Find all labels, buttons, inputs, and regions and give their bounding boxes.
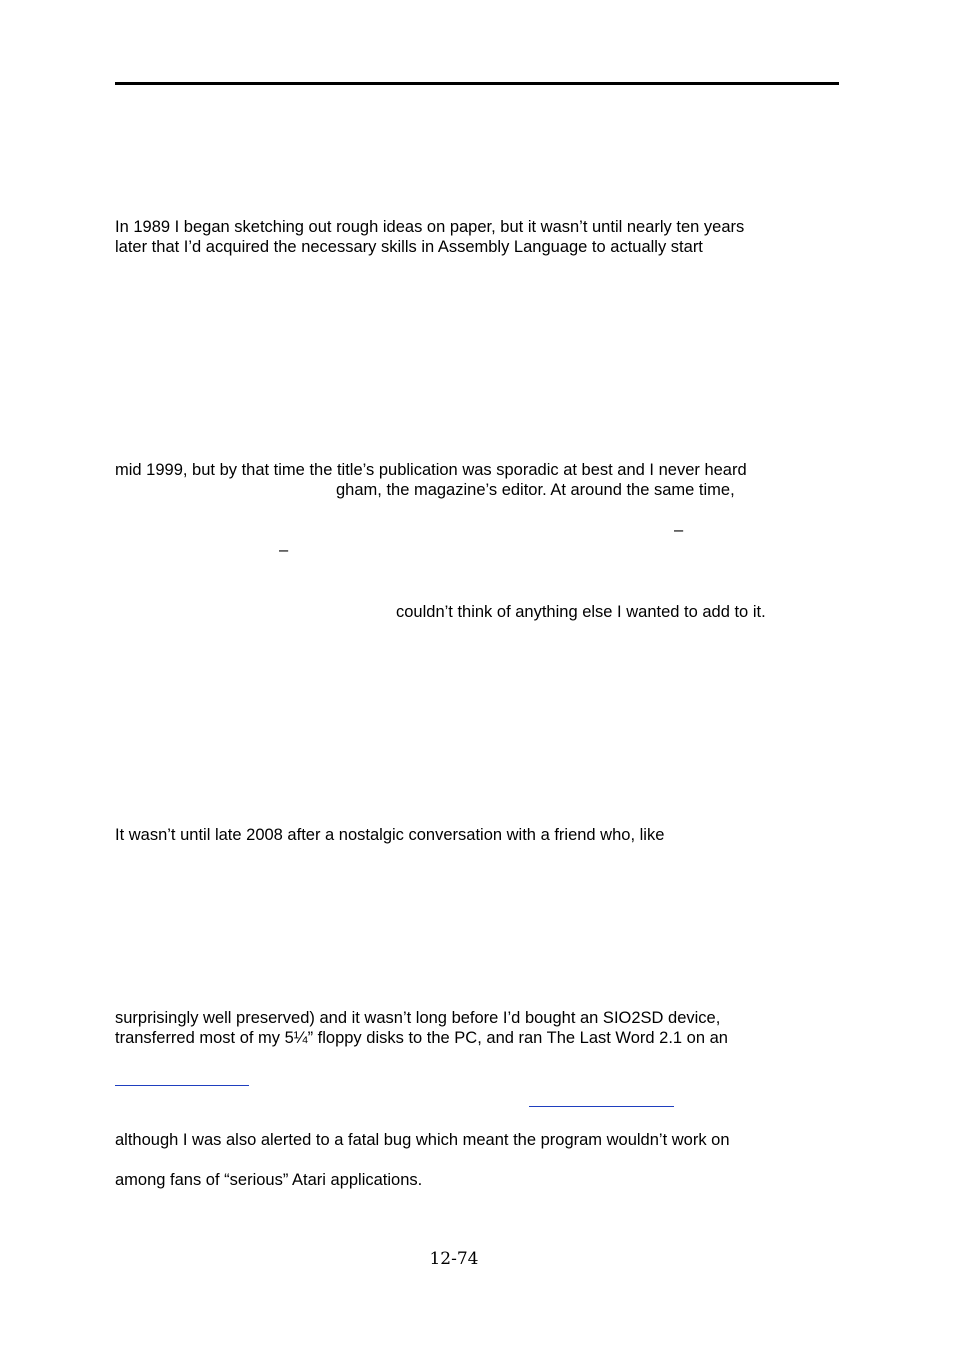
paragraph-1-line-1: In 1989 I began sketching out rough ideas on paper, but it wasn’t until nearly ten years xyxy=(115,218,745,236)
paragraph-4-line-3: although I was also alerted to a fatal bug which meant the program wouldn’t work on xyxy=(115,1131,730,1149)
paragraph-4-line-1: surprisingly well preserved) and it wasn’t long before I’d bought an SIO2SD device, xyxy=(115,1009,721,1027)
en-dash-2: – xyxy=(279,541,289,559)
paragraph-2-line-2: gham, the magazine’s editor. At around the same time, xyxy=(336,481,735,499)
en-dash-1: – xyxy=(674,521,684,539)
paragraph-2-line-3: couldn’t think of anything else I wanted to add to it. xyxy=(396,603,766,621)
header-rule xyxy=(115,82,839,85)
hyperlink-underline-1[interactable] xyxy=(115,1085,249,1086)
paragraph-1-line-2: later that I’d acquired the necessary skills in Assembly Language to actually start xyxy=(115,238,703,256)
paragraph-4-line-2: transferred most of my 5¼” floppy disks to the PC, and ran The Last Word 2.1 on an xyxy=(115,1029,728,1047)
paragraph-2-line-1: mid 1999, but by that time the title’s publication was sporadic at best and I never heard xyxy=(115,461,747,479)
hyperlink-underline-2[interactable] xyxy=(529,1106,674,1107)
page-number: 12-74 xyxy=(429,1249,479,1269)
paragraph-4-line-4: among fans of “serious” Atari applications. xyxy=(115,1171,423,1189)
paragraph-3-line-1: It wasn’t until late 2008 after a nostalgic conversation with a friend who, like xyxy=(115,826,665,844)
